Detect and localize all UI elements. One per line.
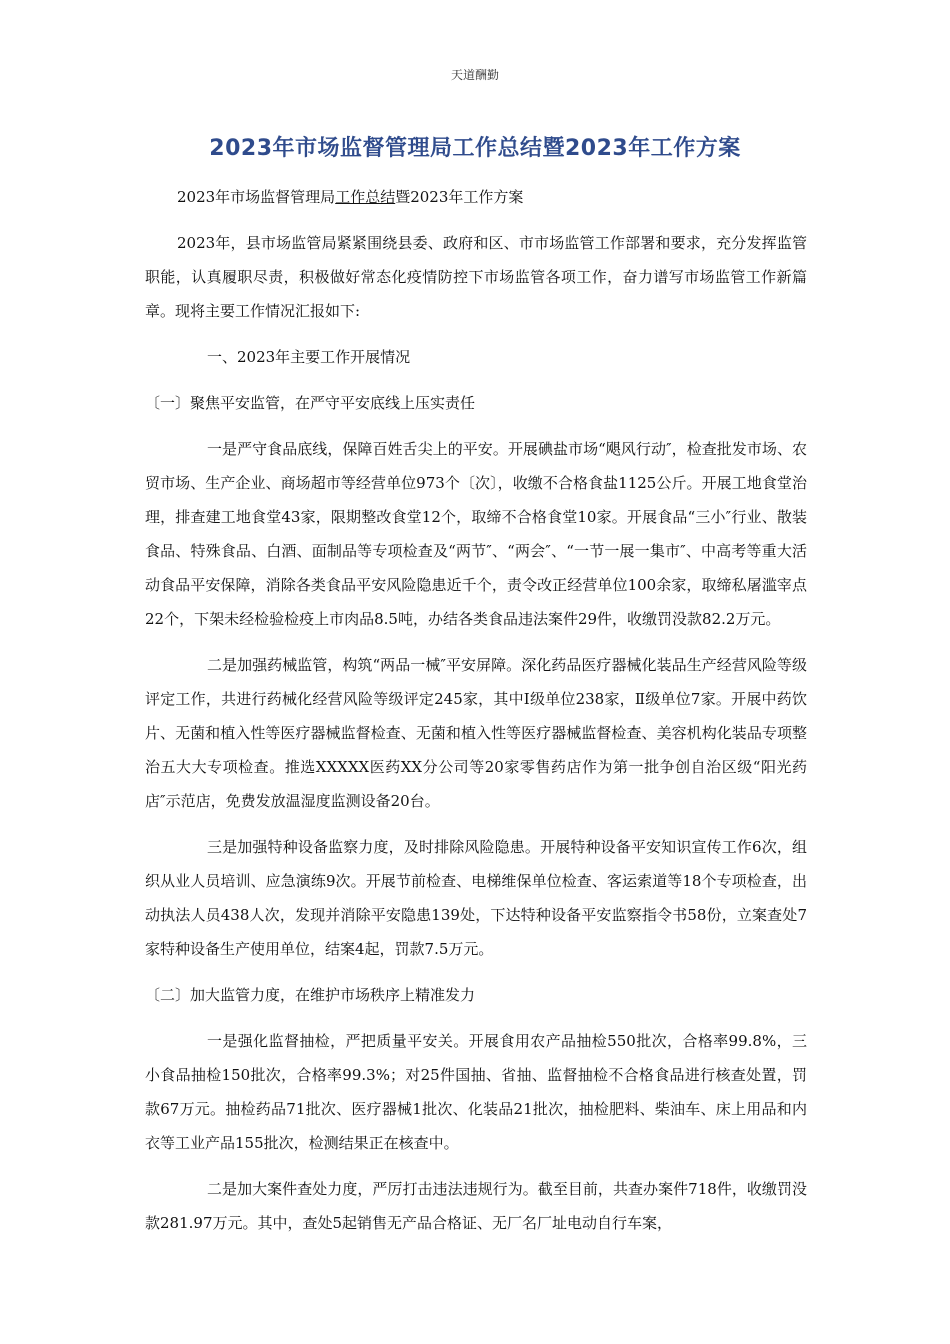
document-title: 2023年市场监督管理局工作总结暨2023年工作方案	[209, 136, 741, 161]
intro-paragraph: 2023年，县市场监管局紧紧围绕县委、政府和区、市市场监管工作部署和要求，充分发挥监管职能，认真履职尽责，积极做好常态化疫情防控下市场监管各项工作，奋力谱写市场监管工作新篇章。现将主要工作情况汇报如下:	[145, 234, 807, 320]
document-body	[145, 180, 807, 1240]
section-heading-1: 一、2023年主要工作开展情况	[207, 348, 411, 366]
paragraph-special-equipment: 三是加强特种设备监察力度，及时排除风险隐患。开展特种设备平安知识宣传工作6次，组织从业人员培训、应急演练9次。开展节前检查、电梯维保单位检查、客运索道等18个专项检查，出动执法人员438人次，发现并消除平安隐患139处，下达特种设备平安监察指令书58份，立案查处7家特种设备生产使用单位，结案4起，罚款7.5万元。	[145, 838, 807, 958]
paragraph-food-safety: 一是严守食品底线，保障百姓舌尖上的平安。开展碘盐市场“飓风行动″，检查批发市场、农贸市场、生产企业、商场超市等经营单位973个〔次〕，收缴不合格食盐1125公斤。开展工地食堂治理，排查建工地食堂43家，限期整改食堂12个，取缔不合格食堂10家。开展食品“三小″行业、散装食品、特殊食品、白酒、面制品等专项检查及“两节″、“两会″、“一节一展一集市″、中高考等重大活动食品平安保障，消除各类食品平安风险隐患近千个，责令改正经营单位100余家，取缔私屠滥宰点22个，下架未经检验检疫上市肉品8.5吨，办结各类食品违法案件29件，收缴罚没款82.2万元。	[145, 440, 807, 628]
subtitle-link: 工作总结	[335, 188, 396, 206]
paragraph-drug-supervision: 二是加强药械监管，构筑“两品一械″平安屏障。深化药品医疗器械化装品生产经营风险等级评定工作，共进行药械化经营风险等级评定245家，其中Ⅰ级单位238家，Ⅱ级单位7家。开展中药饮片、无菌和植入性等医疗器械监督检查、无菌和植入性等医疗器械监督检查、美容机构化装品专项整治五大大专项检查。推选XXXXX医药XX分公司等20家零售药店作为第一批争创自治区级“阳光药店″示范店，免费发放温湿度监测设备20台。	[145, 656, 807, 810]
subtitle-line: 2023年市场监督管理局工作总结暨2023年工作方案	[177, 188, 524, 206]
subsection-heading-1: 〔一〕聚焦平安监管，在严守平安底线上压实责任	[145, 394, 476, 412]
page-header: 天道酬勤	[450, 68, 499, 82]
paragraph-sampling: 一是强化监督抽检，严把质量平安关。开展食用农产品抽检550批次，合格率99.8%，三小食品抽检150批次，合格率99.3%；对25件国抽、省抽、监督抽检不合格食品进行核查处置，罚款67万元。抽检药品71批次、医疗器械1批次、化装品21批次，抽检肥料、柴油车、床上用品和内衣等工业产品155批次，检测结果正在核查中。	[145, 1032, 807, 1152]
subsection-heading-2: 〔二〕加大监管力度，在维护市场秩序上精准发力	[145, 986, 476, 1004]
paragraph-case-handling: 二是加大案件查处力度，严厉打击违法违规行为。截至目前，共查办案件718件，收缴罚没款281.97万元。其中，查处5起销售无产品合格证、无厂名厂址电动自行车案，	[145, 1180, 807, 1232]
